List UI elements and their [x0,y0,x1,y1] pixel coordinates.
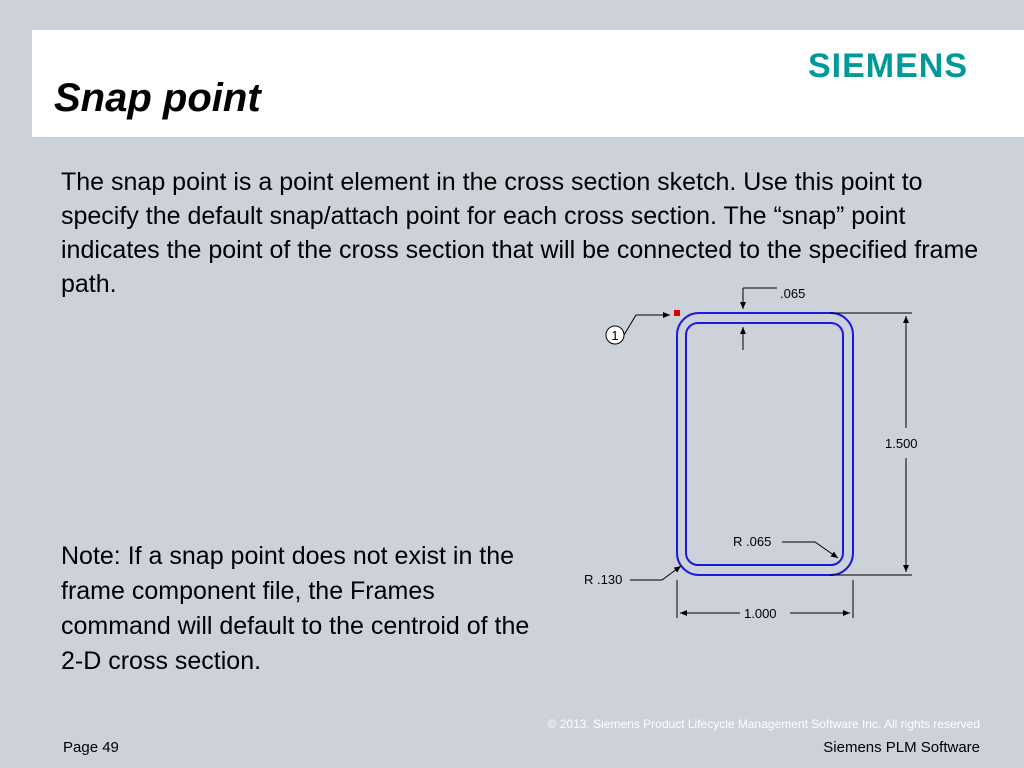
outer-radius-dimension [584,566,681,587]
thickness-label: .065 [780,286,806,301]
page-number: Page 49 [63,739,119,756]
inner-radius-dimension [733,534,838,558]
intro-paragraph: The snap point is a point element in the cross section sketch. Use this point to specify the default snap/attach point for each cross section. The “snap” point indicates the point of the cross section that will be connected to the specified frame path. [61,168,979,298]
outer-radius-label: R .130 [584,572,623,587]
company-name: Siemens PLM Software [823,739,980,756]
snap-point-marker [674,310,680,316]
siemens-logo: SIEMENS [808,47,969,85]
callout-balloon [606,326,624,344]
tube-inner-profile [686,323,843,565]
copyright-notice: © 2013. Siemens Product Lifecycle Management Software Inc. All rights reserved [547,717,980,731]
width-dimension [677,580,853,621]
height-label: 1.500 [885,436,918,451]
callout-leader [624,315,670,335]
slide-title: Snap point [54,76,261,120]
note-paragraph: Note: If a snap point does not exist in the frame component file, the Frames command will default to the centroid of the 2-D cross section. [61,542,530,675]
thickness-dimension [743,286,805,350]
cross-section-diagram [560,280,940,625]
width-label: 1.000 [744,606,777,621]
inner-radius-label: R .065 [733,534,772,549]
callout-number: 1 [611,328,619,343]
